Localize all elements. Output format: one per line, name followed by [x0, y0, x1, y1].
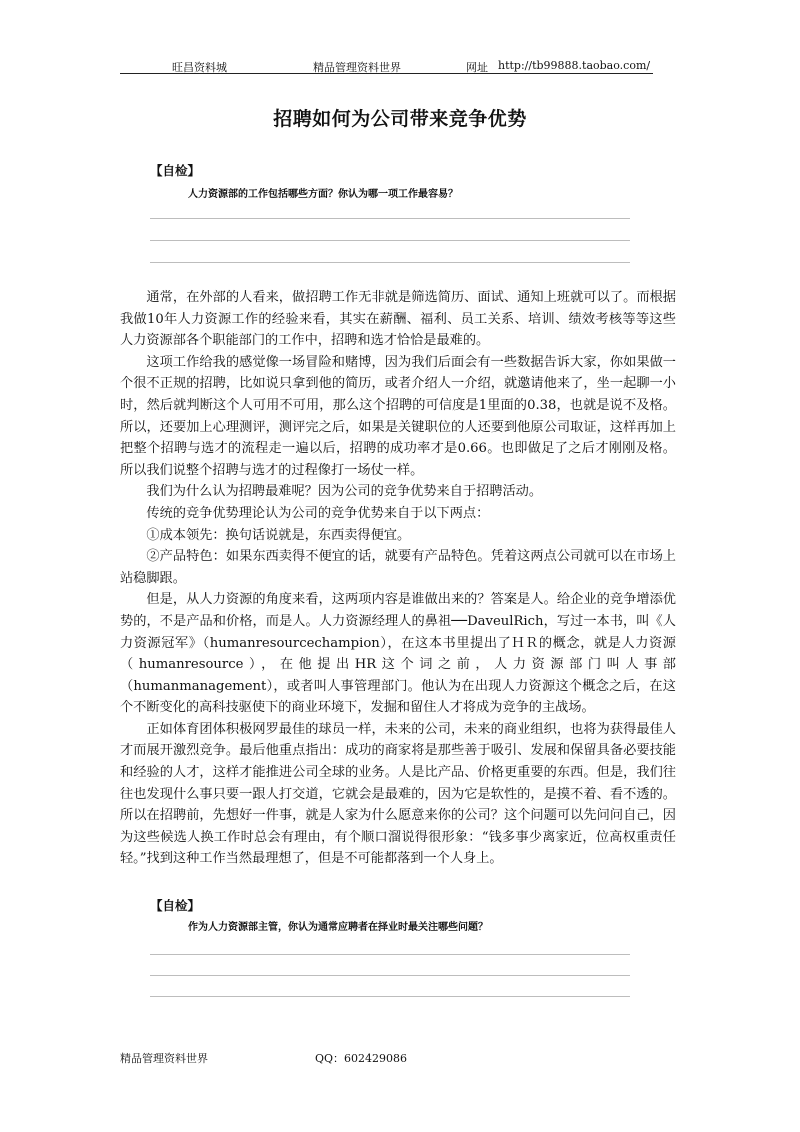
answer-line	[150, 262, 630, 263]
answer-line	[150, 996, 630, 997]
paragraph: 正如体育团体积极网罗最佳的球员一样，未来的公司，未来的商业组织，也将为获得最佳人才而展开激烈竞争。最后他重点指出：成功的商家将是那些善于吸引、发展和保留具备必要技能和经验的人才，这样才能推进公司全球的业务。人是比产品、价格更重要的东西。但是，我们往往也发现什么事只要一跟人打交道，它就会是最难的，因为它是软性的，是摸不着、看不透的。所以在招聘前，先想好一件事，就是人家为什么愿意来你的公司？这个问题可以先问问自己，因为这些候选人换工作时总会有理由，有个顺口溜说得很形象：“钱多事少离家近，位高权重责任轻。”找到这种工作当然最理想了，但是不可能都落到一个人身上。	[120, 721, 676, 867]
paragraph: ①成本领先：换句话说就是，东西卖得便宜。	[146, 527, 411, 543]
answer-line	[150, 975, 630, 976]
paragraph: 这项工作给我的感觉像一场冒险和赌博，因为我们后面会有一些数据告诉大家，你如果做一个很不正规的招聘，比如说只拿到他的简历，或者介绍人一介绍，就邀请他来了，坐一起聊一小时，然后就判断这个人可用不可用，那么这个招聘的可信度是1里面的0.38，也就是说不及格。所以，还要加上心理测评，测评完之后，如果是关键职位的人还要到他原公司取证，这样再加上把整个招聘与选才的流程走一遍以后，招聘的成功率才是0.66。也即做足了之后才刚刚及格。所以我们说整个招聘与选才的过程像打一场仗一样。	[120, 354, 676, 478]
page-title: 招聘如何为公司带来竞争优势	[273, 108, 527, 130]
header-site-name: 精品管理资料世界	[313, 61, 401, 74]
paragraph: ②产品特色：如果东西卖得不便宜的话，就要有产品特色。凭着这两点公司就可以在市场上站稳脚跟。	[120, 549, 676, 586]
self-check-label-2: 【自检】	[150, 898, 201, 913]
footer-qq: QQ：602429086	[315, 1052, 408, 1065]
header-url-label: 网址	[466, 61, 488, 74]
footer-site-name: 精品管理资料世界	[120, 1052, 208, 1065]
article-body	[120, 287, 676, 870]
self-check-label-1: 【自检】	[150, 163, 201, 178]
answer-line	[150, 954, 630, 955]
self-check-question-1: 人力资源部的工作包括哪些方面？你认为哪一项工作最容易？	[188, 189, 458, 200]
paragraph: 我们为什么认为招聘最难呢？因为公司的竞争优势来自于招聘活动。	[146, 484, 543, 500]
answer-line	[150, 218, 630, 219]
paragraph: 通常，在外部的人看来，做招聘工作无非就是筛选简历、面试、通知上班就可以了。而根据我做10年人力资源工作的经验来看，其实在薪酬、福利、员工关系、培训、绩效考核等等这些人力资源部各个职能部门的工作中，招聘和选才恰恰是最难的。	[120, 290, 676, 349]
answer-line	[150, 240, 630, 241]
paragraph: 但是，从人力资源的角度来看，这两项内容是谁做出来的？答案是人。给企业的竞争增添优势的，不是产品和价格，而是人。人力资源经理人的鼻祖──DaveulRich，写过一本书，叫《人力资源冠军》（humanresourcechampion），在这本书里提出了ＨＲ的概念，就是人力资源（humanresource），在他提出HR这个词之前，人力资源部门叫人事部（humanmanagement），或者叫人事管理部门。他认为在出现人力资源这个概念之后，在这个不断变化的高科技驱使下的商业环境下，发掘和留住人才将成为竞争的主战场。	[120, 592, 676, 716]
self-check-question-2: 作为人力资源部主管，你认为通常应聘者在择业时最关注哪些问题？	[188, 922, 488, 933]
page-header	[120, 57, 653, 74]
header-shop-name: 旺昌资料城	[172, 61, 227, 74]
paragraph: 传统的竞争优势理论认为公司的竞争优势来自于以下两点：	[146, 505, 490, 521]
header-url-link[interactable]: http://tb99888.taobao.com/	[498, 59, 651, 72]
